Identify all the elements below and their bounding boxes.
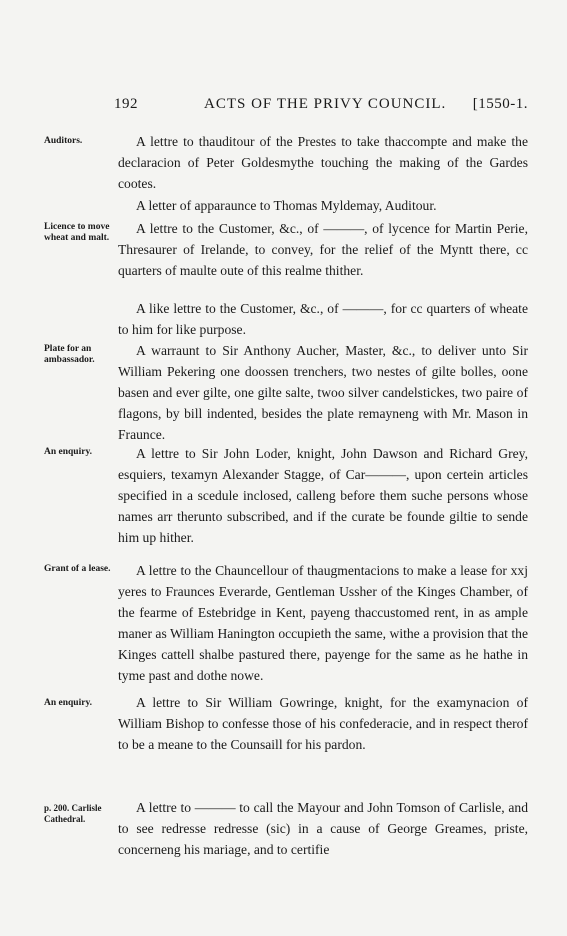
entry-text: A lettre to Sir William Gowringe, knight, for the examynacion of William Bishop to confesse those of his confederacie, and in respect therof to be a meane to the Counsaill for his pardon. <box>118 695 528 752</box>
entry-text: A letter of apparaunce to Thomas Myldemay, Auditour. <box>136 198 437 213</box>
margin-note: An enquiry. <box>44 698 93 708</box>
entry-text: A lettre to ——— to call the Mayour and John Tomson of Carlisle, and to see redresse redresse (sic) in a cause of George Greames, priste, concerneng his mariage, and to certifie <box>118 800 528 857</box>
entry-paragraph <box>118 443 528 548</box>
running-header <box>112 96 528 116</box>
entry-paragraph <box>118 797 528 860</box>
margin-note: Auditors. <box>44 136 83 146</box>
entry-paragraph <box>118 195 528 216</box>
entry-text: A lettre to thauditour of the Prestes to take thaccompte and make the declaracion of Peter Goldesmythe touching the making of the Gardes cootes. <box>118 134 528 191</box>
margin-note: Plate for an ambassador. <box>44 344 95 365</box>
entry-paragraph <box>118 218 528 281</box>
entry-paragraph <box>118 692 528 755</box>
entry-text: A lettre to the Chauncellour of thaugmentacions to make a lease for xxj yeres to Fraunces Everarde, Gentleman Ussher of the Kinges Chamber, of the fearme of Estebridge in Kent, payeng thaccustomed rent, in as ample maner as William Hanington occupieth the same, withe a provision that the Kinges cattell shalbe pastured there, payenge for the same as he hathe in tyme past and dothe nowe. <box>118 563 528 683</box>
margin-note: Grant of a lease. <box>44 564 111 574</box>
entry-paragraph <box>118 560 528 686</box>
margin-note: Licence to move wheat and malt. <box>44 222 110 243</box>
year-range: [1550-1. <box>472 96 528 112</box>
entry-text: A like lettre to the Customer, &c., of ———, for cc quarters of wheate to him for like purpose. <box>118 301 528 337</box>
entry-text: A lettre to the Customer, &c., of ———, of lycence for Martin Perie, Thresaurer of Irelande, to convey, for the relief of the Myntt there, cc quarters of maulte oute of this realme thither. <box>118 221 528 278</box>
entry-text: A warraunt to Sir Anthony Aucher, Master, &c., to deliver unto Sir William Pekering one doossen trenchers, two nestes of gilte bolles, oone basen and ever gilte, one gilte salte, twoo silver candelstickes, two paire of flagons, by bill indented, besides the plate remayneng with Mr. Mason in Fraunce. <box>118 343 528 442</box>
entry-text: A lettre to Sir John Loder, knight, John Dawson and Richard Grey, esquiers, texamyn Alexander Stagge, of Car———, upon certein articles specified in a scedule inclosed, calleng before them suche persons whose names arr therunto subscribed, and if the curate be founde giltie to sende him up hither. <box>118 446 528 545</box>
entry-paragraph <box>118 298 528 340</box>
margin-note: p. 200. Carlisle Cathedral. <box>44 803 102 824</box>
page-number: 192 <box>114 96 138 112</box>
page-title: ACTS OF THE PRIVY COUNCIL. <box>204 96 447 112</box>
entry-paragraph <box>118 131 528 194</box>
entry-paragraph <box>118 340 528 445</box>
margin-note: An enquiry. <box>44 447 93 457</box>
